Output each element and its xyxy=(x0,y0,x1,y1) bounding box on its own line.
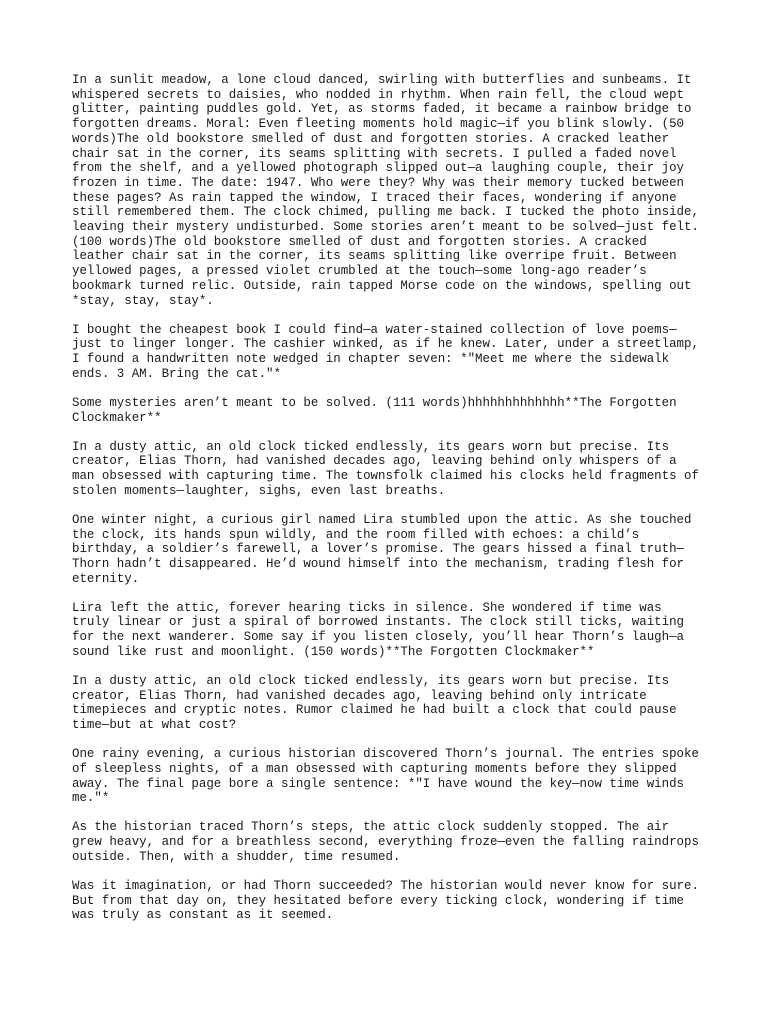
document-body xyxy=(72,73,700,937)
paragraph: In a dusty attic, an old clock ticked endlessly, its gears worn but precise. Its creator, Elias Thorn, had vanished decades ago, leaving behind only whispers of a man obsessed with capturing time. The townsfolk claimed his clocks held fragments of stolen moments—laughter, sighs, even last breaths. xyxy=(72,439,699,498)
paragraph: Some mysteries aren’t meant to be solved. (111 words)hhhhhhhhhhhhh**The Forgotten Clockmaker** xyxy=(72,395,677,425)
paragraph: One rainy evening, a curious historian discovered Thorn’s journal. The entries spoke of sleepless nights, of a man obsessed with capturing moments before they slipped away. The final page bore a single sentence: *"I have wound the key—now time winds me."* xyxy=(72,747,699,806)
paragraph: In a dusty attic, an old clock ticked endlessly, its gears worn but precise. Its creator, Elias Thorn, had vanished decades ago, leaving behind only intricate timepieces and cryptic notes. Rumor claimed he had built a clock that could pause time—but at what cost? xyxy=(72,673,677,733)
paragraph: One winter night, a curious girl named Lira stumbled upon the attic. As she touched the clock, its hands spun wildly, and the room filled with echoes: a child’s birthday, a soldier’s farewell, a lover’s promise. The gears hissed a final truth—Thorn hadn’t disappeared. He’d wound himself into the mechanism, trading flesh for eternity. xyxy=(72,512,692,586)
paragraph: In a sunlit meadow, a lone cloud danced, swirling with butterflies and sunbeams. It whispered secrets to daisies, who nodded in rhythm. When rain fell, the cloud wept glitter, painting puddles gold. Yet, as storms faded, it became a rainbow bridge to forgotten dreams. Moral: Even fleeting moments hold magic—if you blink slowly. (50 words)The old bookstore smelled of dust and forgotten stories. A cracked leather chair sat in the corner, its seams splitting with secrets. I pulled a faded novel from the shelf, and a yellowed photograph slipped out—a laughing couple, their joy frozen in time. The date: 1947. Who were they? Why was their memory tucked between these pages? As rain tapped the window, I traced their faces, wondering if anyone still remembered them. The clock chimed, pulling me back. I tucked the photo inside, leaving their mystery undisturbed. Some stories aren’t meant to be solved—just felt. (100 words)The old bookstore smelled of dust and forgotten stories. A cracked leather chair sat in the corner, its seams splitting like overripe fruit. Between yellowed pages, a pressed violet crumbled at the touch—some long-ago reader’s bookmark turned relic. Outside, rain tapped Morse code on the windows, spelling out *stay, stay, stay*. xyxy=(72,73,699,308)
paragraph: I bought the cheapest book I could find—a water-stained collection of love poems—just to linger longer. The cashier winked, as if he knew. Later, under a streetlamp, I found a handwritten note wedged in chapter seven: *"Meet me where the sidewalk ends. 3 AM. Bring the cat."* xyxy=(72,322,699,381)
paragraph: Lira left the attic, forever hearing ticks in silence. She wondered if time was truly linear or just a spiral of borrowed instants. The clock still ticks, waiting for the next wanderer. Some say if you listen closely, you’ll hear Thorn’s laugh—a sound like rust and moonlight. (150 words)**The Forgotten Clockmaker** xyxy=(72,600,685,659)
paragraph: As the historian traced Thorn’s steps, the attic clock suddenly stopped. The air grew heavy, and for a breathless second, everything froze—even the falling raindrops outside. Then, with a shudder, time resumed. xyxy=(72,820,699,864)
paragraph: Was it imagination, or had Thorn succeeded? The historian would never know for sure. But from that day on, they hesitated before every ticking clock, wondering if time was truly as constant as it seemed. xyxy=(72,878,699,923)
